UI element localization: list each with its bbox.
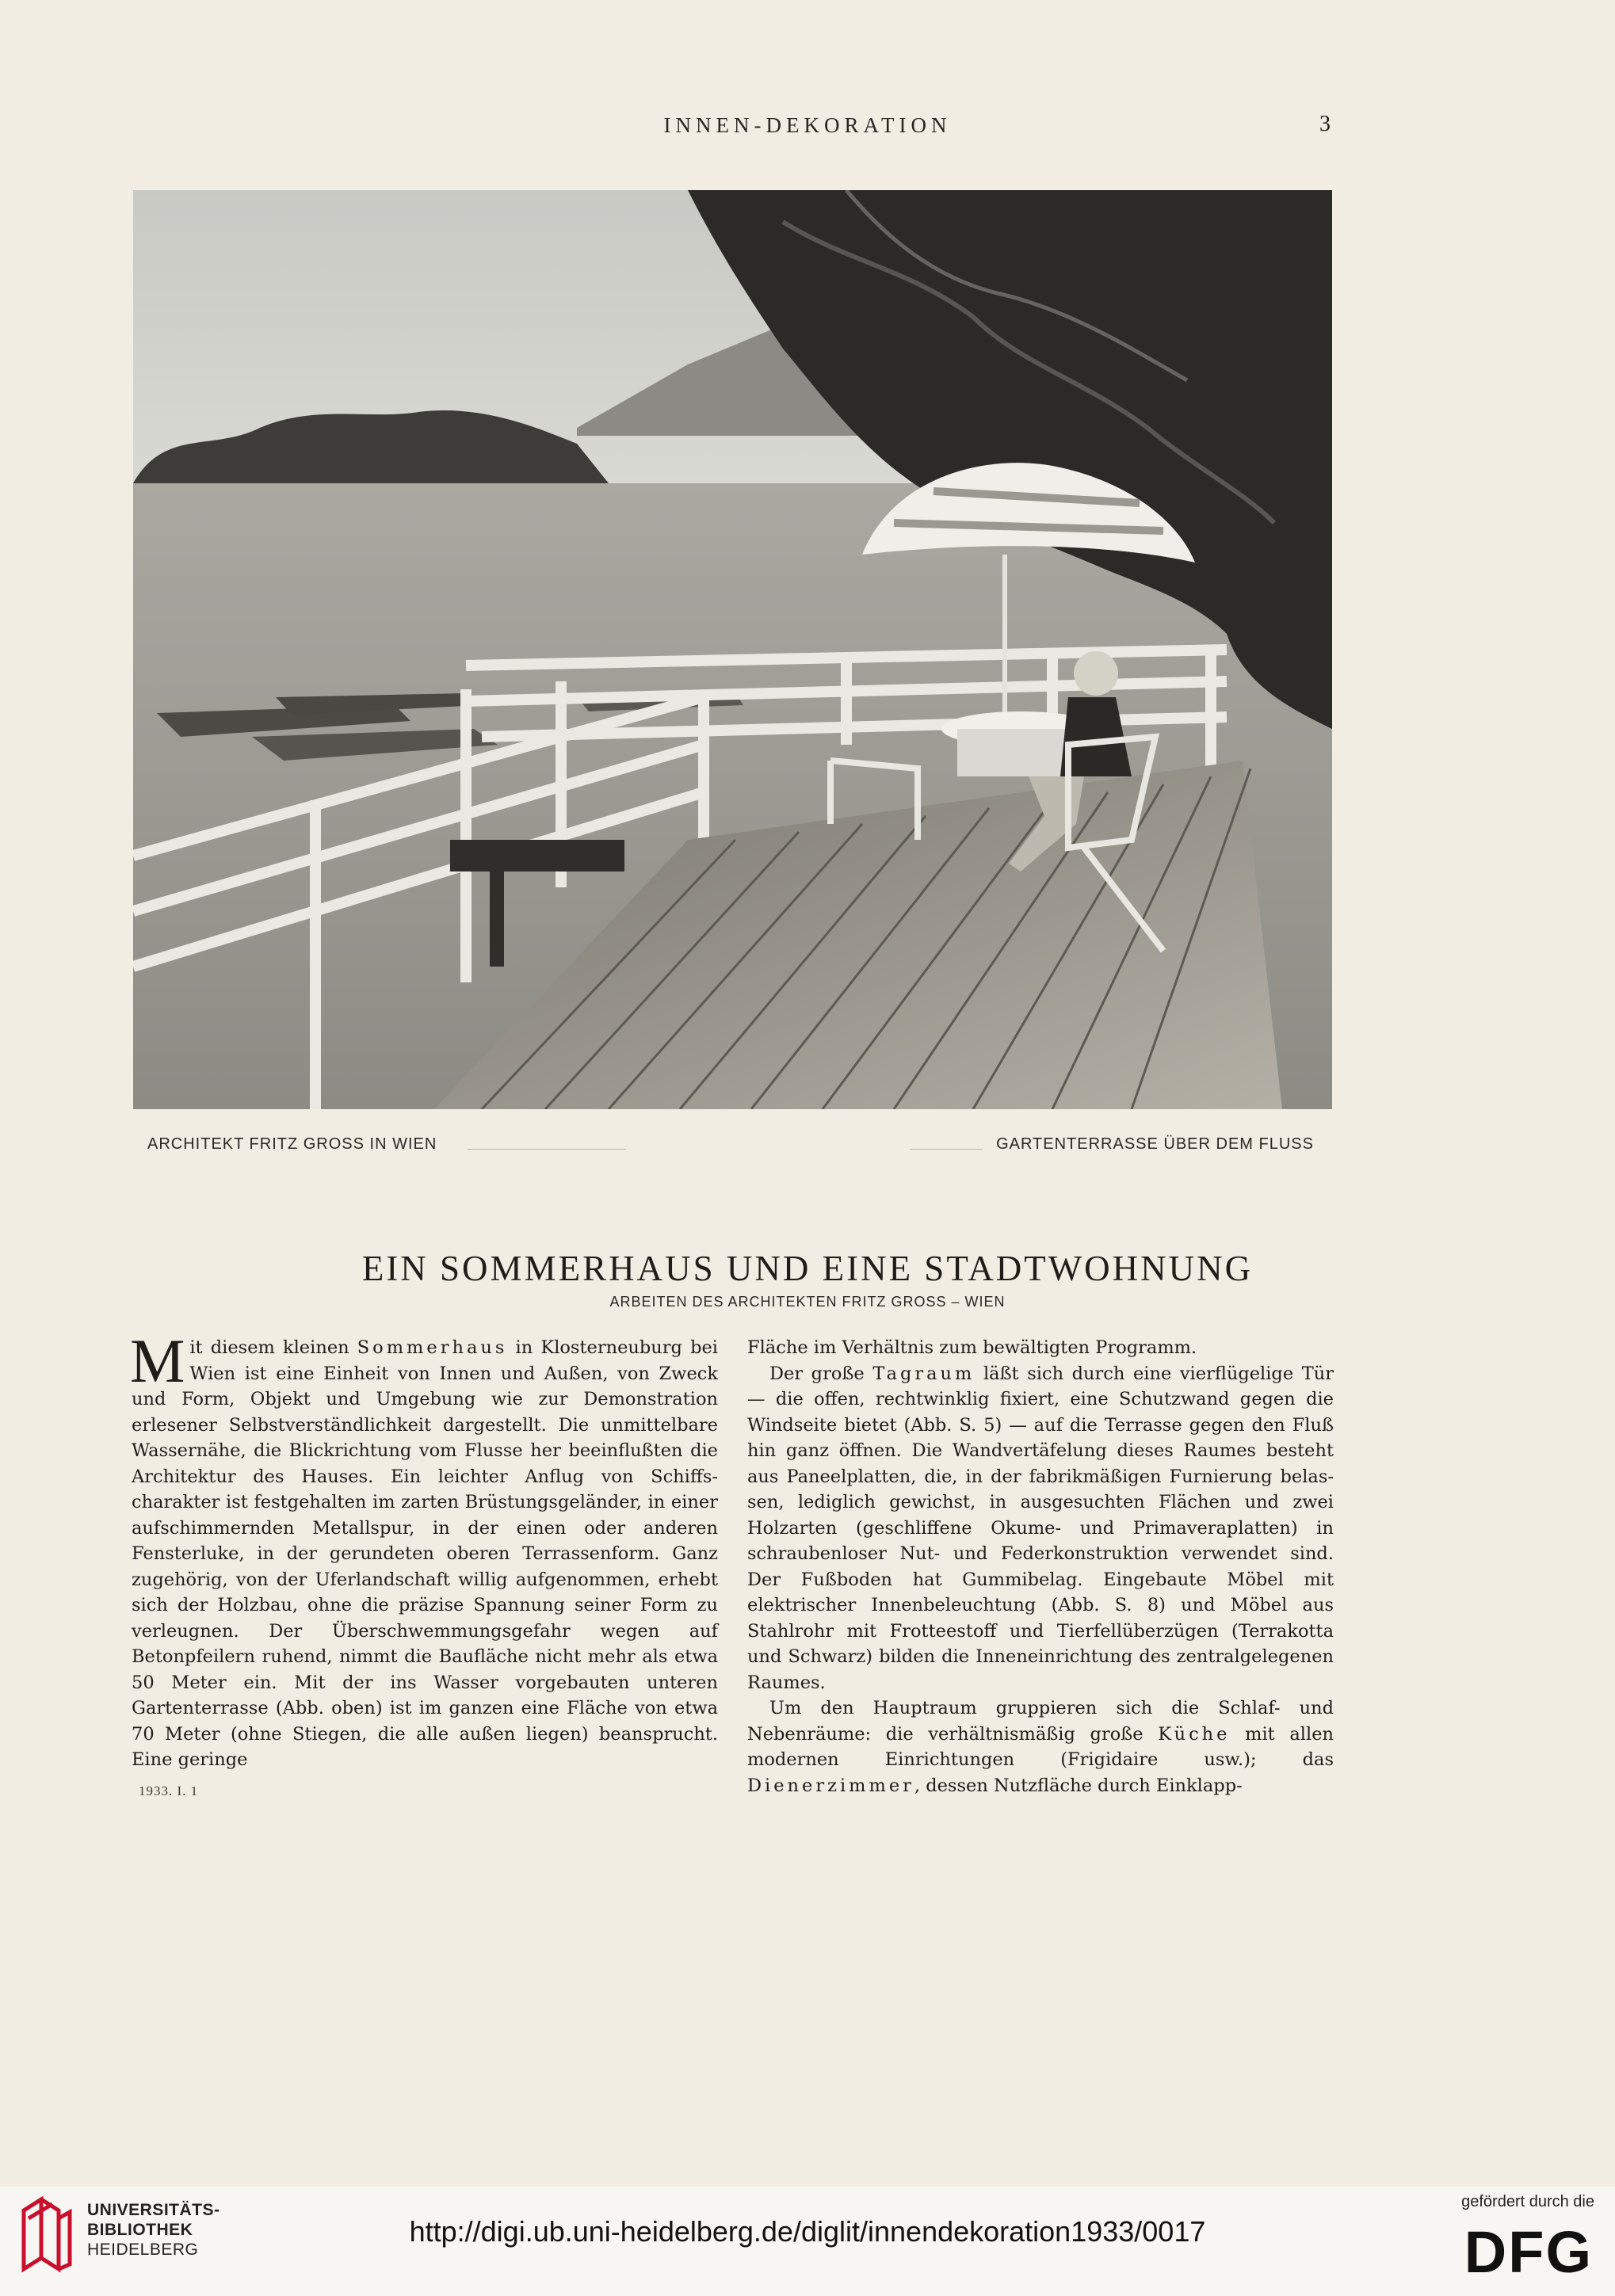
paragraph <box>747 1695 1334 1798</box>
garden-terrace-photograph <box>133 190 1332 1109</box>
library-name-line: BIBLIOTHEK <box>87 2221 193 2239</box>
text-column-right <box>747 1335 1334 1798</box>
article-subtitle: ARBEITEN DES ARCHITEKTEN FRITZ GROSS – WIEN <box>609 1294 1006 1310</box>
paragraph <box>130 1326 718 1773</box>
spaced-term: Sommerhaus <box>357 1337 508 1358</box>
paragraph: Fläche im Verhältnis zum bewältigten Programm. <box>747 1337 1197 1358</box>
article-title: EIN SOMMERHAUS UND EINE STADTWOHNUNG <box>361 1249 1254 1288</box>
text-run: Der große <box>769 1363 873 1384</box>
text-run: läßt sich durch eine vierflügelige Tür — die offen, rechtwinklig fixiert, eine Schutzwand gegen die Windseite bietet (Abb. S. 5) — auf die Terrasse gegen den Fluß hin ganz öffnen. Die Wandvertäfelung dieses Raumes besteht aus Paneelplatten, die, in der fabrikmäßigen Furnierung belassen, lediglich gewichst, in ausgesuchten Flächen und zwei Holzarten (geschliffene Okume- und Primaveraplatten) in schraubenloser Nut- und Federkonstruktion verwendet sind. Der Fußboden hat Gummibelag. Eingebaute Möbel mit elektrischer Innenbeleuchtung (Abb. S. 8) und Möbel aus Stahlrohr mit Frotteestoff und Tierfellüberzügen (Terrakotta und Schwarz) bilden die Inneneinrichtung des zentralgelegenen Raumes. <box>747 1363 1334 1693</box>
permalink-url[interactable]: http://digi.ub.uni-heidelberg.de/diglit/innendekoration1933/0017 <box>409 2215 1206 2248</box>
caption-rule-right <box>910 1149 983 1150</box>
library-name-line: HEIDELBERG <box>87 2241 199 2259</box>
text-run: , dessen Nutzfläche durch Einklapp- <box>914 1775 1243 1796</box>
library-name-line: UNIVERSITÄTS- <box>87 2201 220 2219</box>
caption-rule-left <box>468 1149 626 1150</box>
text-run: Um den Hauptraum gruppieren sich die Schlaf- und Nebenräume: die verhältnismäßig große <box>747 1698 1334 1745</box>
spaced-term: Tagraum <box>872 1363 975 1384</box>
photo-caption-architect: ARCHITEKT FRITZ GROSS IN WIEN <box>147 1135 437 1153</box>
spaced-term: Dienerzimmer <box>747 1775 914 1796</box>
text-run: it diesem kleinen <box>189 1337 357 1358</box>
page-number: 3 <box>1319 112 1331 136</box>
volume-signature: 1933. I. 1 <box>139 1783 199 1798</box>
photo-caption-subject: GARTENTERRASSE ÜBER DEM FLUSS <box>996 1135 1314 1153</box>
running-header: INNEN-DEKORATION <box>663 113 952 137</box>
funding-note: gefördert durch die <box>1461 2193 1594 2210</box>
spaced-term: Küche <box>1158 1723 1231 1745</box>
text-run: in Klosterneuburg bei Wien ist eine Einheit von Innen und Außen, von Zweck und Form, Objekt und Umgebung wie zur Demonstration erlesener Selbstverständlichkeit dargestellt. Die unmittelbare Wassernähe, die Blickrichtung vom Flusse her beeinflußten die Architektur des Hauses. Ein leichter Anflug von Schiffscharakter ist festgehalten im zarten Brüstungsgeländer, in einer aufschimmernden Metallspur, in der einen oder anderen Fensterluke, in der gerundeten oberen Terrassenform. Ganz zugehörig, von der Uferlandschaft willig aufgenommen, erhebt sich der Holzbau, ohne die präzise Spannung seiner Form zu verleugnen. Der Überschwemmungsgefahr wegen auf Betonpfeilern ruhend, nimmt die Baufläche nicht mehr als etwa 50 Meter ein. Mit der ins Wasser vorgebauten unteren Gartenterrasse (Abb. oben) ist im ganzen eine Fläche von etwa 70 Meter (ohne Stiegen, die alle außen liegen) beansprucht. Eine geringe <box>132 1337 718 1770</box>
paragraph <box>747 1361 1334 1696</box>
text-run: mit allen modernen Einrichtungen (Frigidaire usw.); das <box>747 1723 1334 1770</box>
drop-cap: M <box>130 1326 185 1395</box>
dfg-logo-icon: DFG <box>1464 2219 1593 2285</box>
text-column-left <box>130 1326 718 1773</box>
photograph-garden-terrace-icon <box>133 190 1332 1109</box>
